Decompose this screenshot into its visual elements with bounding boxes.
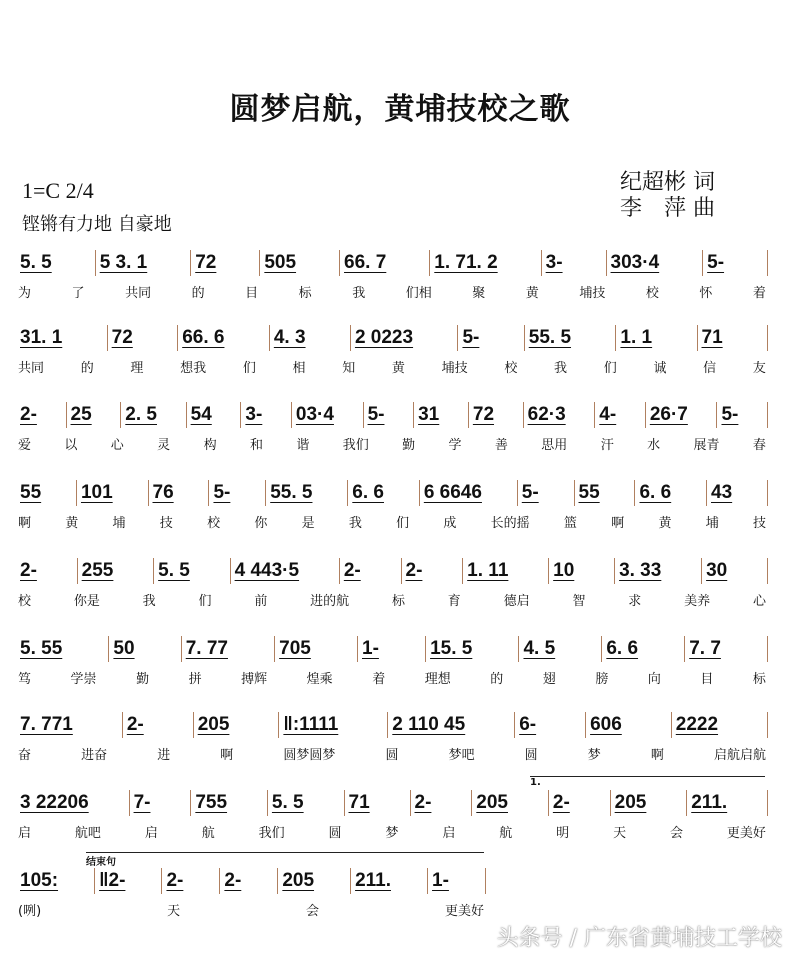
lyric-syllable: 你 <box>254 516 268 531</box>
measure: 1. 71. 2 <box>430 250 541 276</box>
measure: 205 <box>278 868 351 894</box>
lyric-syllable: 是 <box>301 516 315 531</box>
measure: 30 <box>702 558 768 584</box>
measure: 205 <box>611 790 688 816</box>
lyric-syllable: 会 <box>306 904 320 919</box>
lyric-syllable: 篮 <box>563 516 577 531</box>
measure: 101 <box>77 480 149 506</box>
lyric-syllable: 展青 <box>693 438 720 453</box>
measure: 10 <box>549 558 615 584</box>
measure: 5. 55 <box>16 636 109 662</box>
lyric-syllable: 爱 <box>18 438 32 453</box>
lyric-syllable: 启 <box>144 826 158 841</box>
measure: 255 <box>78 558 154 584</box>
lyric-syllable: 启航启航 <box>713 748 766 763</box>
lyric-syllable: 标 <box>391 594 405 609</box>
notes-line <box>16 556 768 584</box>
lyric-syllable: 进的航 <box>310 594 350 609</box>
lyric-syllable: 启 <box>18 826 32 841</box>
measure: 1- <box>358 636 426 662</box>
notes-line <box>16 710 768 738</box>
measure: 2 0223 <box>351 325 459 351</box>
lyric-syllable: 埔技 <box>441 361 468 376</box>
lyric-syllable: 标 <box>298 286 312 301</box>
lyric-syllable: 勤 <box>136 672 150 687</box>
lyric-syllable: 勤 <box>402 438 416 453</box>
lyric-syllable: 圆 <box>328 826 342 841</box>
measure: 54 <box>187 402 242 428</box>
credits <box>620 170 715 222</box>
measure: 72 <box>469 402 524 428</box>
measure: 76 <box>149 480 210 506</box>
lyric-syllable: 我 <box>348 516 362 531</box>
lyrics-line <box>16 822 768 841</box>
measure: 5- <box>364 402 415 428</box>
lyric-syllable: 校 <box>504 361 518 376</box>
lyric-syllable: 知 <box>342 361 356 376</box>
measure: 25 <box>67 402 122 428</box>
lyric-syllable: 笃 <box>18 672 32 687</box>
lyric-syllable: 学崇 <box>70 672 97 687</box>
lyric-syllable: 了 <box>71 286 85 301</box>
measure: 2- <box>340 558 402 584</box>
lyric-syllable: 的 <box>191 286 205 301</box>
lyric-syllable: 前 <box>254 594 268 609</box>
lyric-syllable: 育 <box>447 594 461 609</box>
song-title: 圆梦启航，黄埔技校之歌 <box>229 92 571 127</box>
lyric-syllable: 校 <box>207 516 221 531</box>
measure: 72 <box>108 325 179 351</box>
ending-phrase-bracket: 结束句 <box>86 852 484 868</box>
lyric-syllable: 诚 <box>653 361 667 376</box>
measure: 03·4 <box>292 402 364 428</box>
measure: 72 <box>191 250 260 276</box>
score-row <box>16 478 768 531</box>
lyric-syllable: 啊 <box>18 516 32 531</box>
lyric-syllable: 圆梦圆梦 <box>283 748 336 763</box>
lyrics-line <box>16 744 768 763</box>
measure: 2- <box>411 790 473 816</box>
measure: 2- <box>16 558 78 584</box>
lyric-syllable: 理想 <box>424 672 451 687</box>
lyric-syllable: 智 <box>572 594 586 609</box>
measure: 3- <box>542 250 607 276</box>
measure: 5 3. 1 <box>96 250 192 276</box>
lyric-syllable: 信 <box>703 361 717 376</box>
lyric-syllable: 我们 <box>258 826 285 841</box>
measure: 55 <box>575 480 636 506</box>
lyric-syllable: 技 <box>752 516 766 531</box>
measure: 5- <box>458 325 524 351</box>
score-row <box>16 634 768 687</box>
lyric-syllable: 埔技 <box>579 286 606 301</box>
lyric-syllable: 校 <box>18 594 32 609</box>
lyric-syllable: 进 <box>157 748 171 763</box>
notes-line <box>16 788 768 816</box>
measure: 211. <box>687 790 768 816</box>
lyric-syllable: 向 <box>647 672 661 687</box>
lyric-syllable: 心 <box>752 594 766 609</box>
lyric-syllable: 成 <box>443 516 457 531</box>
measure: 7. 771 <box>16 712 123 738</box>
score-row <box>16 866 486 919</box>
first-ending-bracket: 1. <box>530 776 765 788</box>
lyric-syllable: 埔 <box>705 516 719 531</box>
notes-line <box>16 400 768 428</box>
key-signature: 1=C 2/4 <box>22 178 94 203</box>
lyric-syllable: 煌乘 <box>306 672 333 687</box>
lyric-syllable: 航 <box>499 826 513 841</box>
lyric-syllable: 的 <box>490 672 504 687</box>
measure: 31 <box>414 402 469 428</box>
measure: 7. 77 <box>182 636 275 662</box>
measure: 5- <box>518 480 575 506</box>
lyric-syllable: 着 <box>372 672 386 687</box>
lyric-syllable: 春 <box>752 438 766 453</box>
measure: 50 <box>109 636 181 662</box>
lyric-syllable: 水 <box>647 438 661 453</box>
measure: 2. 5 <box>121 402 186 428</box>
lyric-syllable: 拼 <box>188 672 202 687</box>
lyric-syllable: 我 <box>352 286 366 301</box>
measure: 1- <box>428 868 486 894</box>
lyric-syllable: 共同 <box>18 361 45 376</box>
measure: 62·3 <box>524 402 596 428</box>
notes-line <box>16 634 768 662</box>
measure: 2- <box>220 868 278 894</box>
measure: 55. 5 <box>525 325 617 351</box>
lyric-syllable: 汗 <box>600 438 614 453</box>
lyric-syllable: 以 <box>64 438 78 453</box>
measure: 3- <box>241 402 292 428</box>
score-row <box>16 248 768 301</box>
measure: 303·4 <box>607 250 704 276</box>
lyric-syllable: 奋 <box>18 748 32 763</box>
score-row <box>16 400 768 453</box>
notes-line <box>16 478 768 506</box>
measure: 2- <box>402 558 464 584</box>
measure: 31. 1 <box>16 325 108 351</box>
lyric-syllable: 善 <box>494 438 508 453</box>
measure: 105: <box>16 868 95 894</box>
lyric-syllable: 进奋 <box>81 748 108 763</box>
lyric-syllable: 想我 <box>180 361 207 376</box>
lyric-syllable: 圆 <box>385 748 399 763</box>
lyric-syllable: 黄 <box>658 516 672 531</box>
lyric-syllable: 灵 <box>157 438 171 453</box>
composer: 李 萍 曲 <box>620 196 715 221</box>
lyric-syllable: 着 <box>752 286 766 301</box>
lyric-syllable: 校 <box>645 286 659 301</box>
measure: 6 6646 <box>420 480 518 506</box>
notes-line <box>16 323 768 351</box>
lyric-syllable: 黄 <box>391 361 405 376</box>
lyric-syllable: 航吧 <box>74 826 101 841</box>
lyric-syllable: 学 <box>448 438 462 453</box>
score-row <box>16 788 768 841</box>
measure: 2- <box>16 402 67 428</box>
lyric-syllable: 友 <box>752 361 766 376</box>
measure: 755 <box>191 790 268 816</box>
measure: ‖2- <box>95 868 162 894</box>
lyric-syllable: 航 <box>201 826 215 841</box>
measure: 5. 5 <box>268 790 345 816</box>
measure: 4- <box>595 402 646 428</box>
lyric-syllable: 怀 <box>699 286 713 301</box>
lyric-syllable: 理 <box>130 361 144 376</box>
measure: 4. 3 <box>270 325 351 351</box>
lyric-syllable: 梦 <box>587 748 601 763</box>
measure: 7- <box>130 790 192 816</box>
lyric-syllable: 启 <box>442 826 456 841</box>
measure: 2- <box>162 868 220 894</box>
measure: 3. 33 <box>615 558 702 584</box>
lyric-syllable: 谐 <box>296 438 310 453</box>
measure: 5. 5 <box>154 558 230 584</box>
measure: 6. 6 <box>635 480 707 506</box>
lyric-syllable: 会 <box>669 826 683 841</box>
lyrics-line <box>16 668 768 687</box>
measure: 71 <box>345 790 411 816</box>
lyric-syllable: 们 <box>396 516 410 531</box>
lyric-syllable: 构 <box>203 438 217 453</box>
lyric-syllable: 技 <box>159 516 173 531</box>
lyric-syllable: 聚 <box>472 286 486 301</box>
lyric-syllable: 翅 <box>542 672 556 687</box>
measure: 2222 <box>672 712 768 738</box>
lyric-syllable: 明 <box>556 826 570 841</box>
lyric-syllable: 的 <box>80 361 94 376</box>
notes-line <box>16 248 768 276</box>
measure: 43 <box>707 480 768 506</box>
lyric-syllable: 更美好 <box>726 826 766 841</box>
lyric-syllable: 更美好 <box>444 904 484 919</box>
lyric-syllable: 思用 <box>541 438 568 453</box>
measure: 211. <box>351 868 428 894</box>
measure: 4. 5 <box>519 636 602 662</box>
lyric-syllable: 们相 <box>405 286 432 301</box>
lyric-syllable: 圆 <box>524 748 538 763</box>
measure: 606 <box>586 712 672 738</box>
lyric-syllable: 们 <box>198 594 212 609</box>
lyric-syllable: 我们 <box>342 438 369 453</box>
lyric-syllable: 梦吧 <box>448 748 475 763</box>
measure: 6. 6 <box>602 636 685 662</box>
lyric-syllable: 目 <box>245 286 259 301</box>
lyric-syllable: 埔 <box>112 516 126 531</box>
measure: 4 443·5 <box>231 558 340 584</box>
measure: 705 <box>275 636 358 662</box>
lyric-syllable: (咧) <box>18 904 42 919</box>
lyric-syllable: 德启 <box>503 594 530 609</box>
lyric-syllable: 我 <box>142 594 156 609</box>
measure: 7. 7 <box>685 636 768 662</box>
lyric-syllable: 为 <box>18 286 32 301</box>
measure: 205 <box>194 712 280 738</box>
measure: 505 <box>260 250 340 276</box>
tempo-marking: 铿锵有力地 自豪地 <box>22 214 172 235</box>
notes-line <box>16 866 486 894</box>
measure: 5. 5 <box>16 250 96 276</box>
lyrics-line <box>16 434 768 453</box>
measure: 2- <box>549 790 611 816</box>
lyric-syllable: 们 <box>242 361 256 376</box>
measure: 2- <box>123 712 194 738</box>
measure: 66. 7 <box>340 250 430 276</box>
measure: 71 <box>698 325 769 351</box>
lyric-syllable: 长的摇 <box>490 516 530 531</box>
lyric-syllable: 美养 <box>684 594 711 609</box>
measure: 3 22206 <box>16 790 130 816</box>
lyric-syllable: 啊 <box>650 748 664 763</box>
measure: 5- <box>209 480 266 506</box>
lyric-syllable: 搏辉 <box>241 672 268 687</box>
measure: 2 110 45 <box>388 712 515 738</box>
lyric-syllable: 啊 <box>220 748 234 763</box>
measure: 6. 6 <box>348 480 420 506</box>
lyrics-line <box>16 900 486 919</box>
measure: 5- <box>703 250 768 276</box>
lyric-syllable: 黄 <box>525 286 539 301</box>
measure: 55 <box>16 480 77 506</box>
lyrics-line <box>16 357 768 376</box>
measure: 5- <box>717 402 768 428</box>
lyric-syllable: 标 <box>752 672 766 687</box>
lyric-syllable: 天 <box>167 904 181 919</box>
measure: 205 <box>472 790 549 816</box>
measure: 1. 11 <box>463 558 549 584</box>
lyrics-line <box>16 282 768 301</box>
watermark: 头条号 / 广东省黄埔技工学校 <box>496 926 782 951</box>
lyric-syllable: 我 <box>554 361 568 376</box>
lyric-syllable: 目 <box>700 672 714 687</box>
lyric-syllable: 心 <box>110 438 124 453</box>
lyric-syllable: 求 <box>628 594 642 609</box>
score-row <box>16 323 768 376</box>
lyric-syllable: 和 <box>249 438 263 453</box>
score-row <box>16 556 768 609</box>
lyric-syllable: 相 <box>292 361 306 376</box>
measure: 66. 6 <box>178 325 270 351</box>
measure: 1. 1 <box>616 325 697 351</box>
lyric-syllable: 共同 <box>125 286 152 301</box>
lyrics-line <box>16 512 768 531</box>
lyric-syllable: 天 <box>613 826 627 841</box>
lyricist: 纪超彬 词 <box>620 170 715 195</box>
lyric-syllable: 黄 <box>65 516 79 531</box>
measure: 26·7 <box>646 402 718 428</box>
measure: 6- <box>515 712 586 738</box>
lyric-syllable: 膀 <box>595 672 609 687</box>
measure: ‖:1111 <box>279 712 388 738</box>
lyrics-line <box>16 590 768 609</box>
measure: 55. 5 <box>266 480 348 506</box>
lyric-syllable: 梦 <box>385 826 399 841</box>
score-row <box>16 710 768 763</box>
lyric-syllable: 们 <box>603 361 617 376</box>
measure: 15. 5 <box>426 636 519 662</box>
lyric-syllable: 你是 <box>73 594 100 609</box>
lyric-syllable: 啊 <box>611 516 625 531</box>
